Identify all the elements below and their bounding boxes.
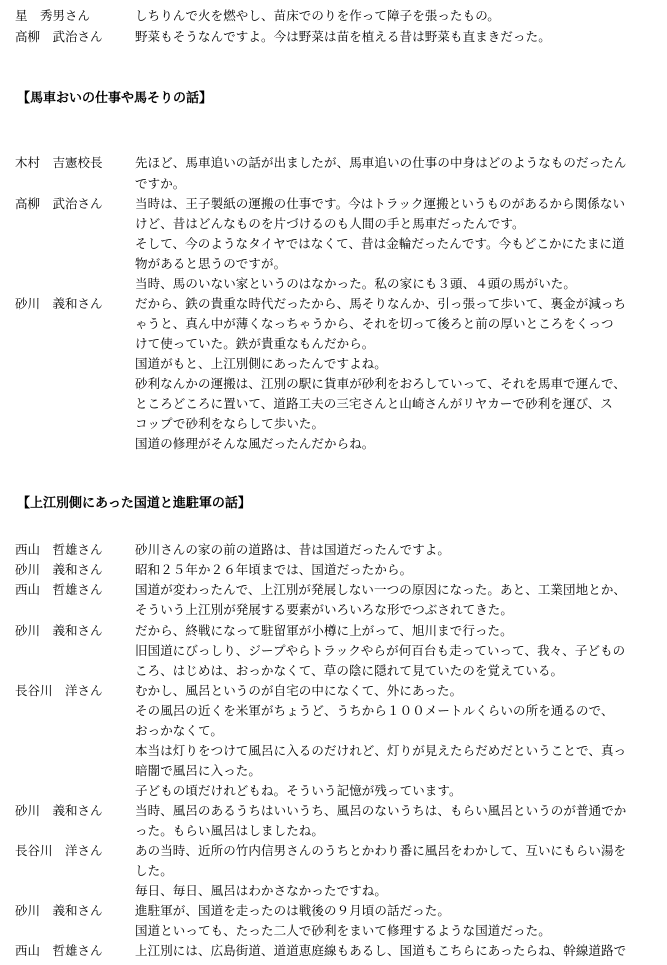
utterance-text: だから、鉄の貴重な時代だったから、馬そりなんか、引っ張って歩いて、裏金が減っち (135, 296, 627, 311)
dialogue-line (0, 194, 667, 214)
utterance-text: 国道といっても、たった二人で砂利をまいて修理するような国道だった。 (135, 923, 551, 938)
utterance-text: しちりんで火を燃やし、苗床でのりを作って障子を張ったもの。 (135, 8, 500, 23)
utterance-text: った。もらい風呂はしましたね。 (135, 823, 325, 838)
utterance-text: 国道が変わったんで、上江別が発展しない一つの原因になった。あと、工業団地とか、 (135, 582, 627, 597)
dialogue-line (0, 434, 667, 454)
utterance-text: 当時は、王子製紙の運搬の仕事です。今はトラック運搬というものがあるから関係ない (135, 196, 626, 211)
dialogue-line (0, 254, 667, 274)
section-heading: 【上江別側にあった国道と進駐軍の話】 (17, 496, 251, 511)
utterance-text: だから、終戦になって駐留軍が小樽に上がって、旭川まで行った。 (135, 623, 513, 638)
dialogue-line (0, 921, 667, 941)
dialogue-line (0, 274, 667, 294)
speaker-name: 長谷川 洋さん (15, 843, 103, 858)
speaker-name: 砂川 義和さん (15, 623, 103, 638)
dialogue-line (0, 314, 667, 334)
utterance-text: ゃうと、真ん中が薄くなっちゃうから、それを切って後ろと前の厚いところをくっつ (135, 316, 614, 331)
dialogue-line (0, 560, 667, 580)
speaker-name: 西山 哲雄さん (15, 542, 103, 557)
utterance-text: した。 (135, 863, 173, 878)
dialogue-line (0, 540, 667, 560)
dialogue-line (0, 600, 667, 620)
utterance-text: コップで砂利をならして歩いた。 (135, 416, 325, 431)
dialogue-line (0, 761, 667, 781)
section-heading: 【馬車おいの仕事や馬そりの話】 (17, 91, 213, 106)
dialogue-line (0, 741, 667, 761)
dialogue-line (0, 641, 667, 661)
dialogue-line (0, 153, 667, 173)
speaker-name: 砂川 義和さん (15, 903, 103, 918)
utterance-text: そして、今のようなタイヤではなくて、昔は金輪だったんです。今もどこかにたまに道 (135, 236, 625, 251)
speaker-name: 砂川 義和さん (15, 562, 103, 577)
utterance-text: あの当時、近所の竹内信男さんのうちとかわり番に風呂をわかして、互いにもらい湯を (135, 843, 627, 858)
dialogue-line (0, 394, 667, 414)
utterance-text: 物があると思うのですが。 (135, 256, 287, 271)
dialogue-line (0, 821, 667, 841)
dialogue-line (0, 661, 667, 681)
utterance-text: 砂利なんかの運搬は、江別の駅に貨車が砂利をおろしていって、それを馬車で運んで、 (135, 376, 626, 391)
utterance-text: 毎日、毎日、風呂はわかさなかったですね。 (135, 883, 388, 898)
utterance-text: 砂川さんの家の前の道路は、昔は国道だったんですよ。 (135, 542, 451, 557)
utterance-text: 野菜もそうなんですよ。今は野菜は苗を植える昔は野菜も直まきだった。 (135, 29, 551, 44)
utterance-text: 当時、馬のいない家というのはなかった。私の家にも３頭、４頭の馬がいた。 (135, 276, 577, 291)
utterance-text: ころ、はじめは、おっかなくて、草の陰に隠れて見ていたのを覚えている。 (135, 663, 564, 678)
utterance-text: 本当は灯りをつけて風呂に入るのだけれど、灯りが見えたらだめだということで、真っ (135, 743, 627, 758)
dialogue-line (0, 214, 667, 234)
utterance-text: むかし、風呂というのが自宅の中になくて、外にあった。 (135, 683, 463, 698)
utterance-text: 進駐軍が、国道を走ったのは戦後の９月頃の話だった。 (135, 903, 451, 918)
utterance-text: おっかなくて。 (135, 723, 223, 738)
dialogue-line (0, 861, 667, 881)
dialogue-line (0, 901, 667, 921)
utterance-text: けて使っていた。鉄が貴重なもんだから。 (135, 336, 375, 351)
dialogue-line (0, 27, 667, 47)
speaker-name: 西山 哲雄さん (15, 582, 103, 597)
utterance-text: けど、昔はどんなものを片づけるのも人間の手と馬車だったんです。 (135, 216, 525, 231)
speaker-name: 星 秀男さん (15, 8, 91, 23)
utterance-text: 上江別には、広島街道、道道恵庭線もあるし、国道もこちらにあったらね、幹線道路で (135, 943, 627, 958)
dialogue-line (0, 881, 667, 901)
dialogue-line (0, 354, 667, 374)
utterance-text: その風呂の近くを米軍がちょうど、うちから１００メートルくらいの所を通るので、 (135, 703, 614, 718)
utterance-text: 旧国道にびっしり、ジープやらトラックやらが何百台も走っていって、我々、子どもの (135, 643, 626, 658)
speaker-name: 長谷川 洋さん (15, 683, 103, 698)
utterance-text: 昭和２５年か２６年頃までは、国道だったから。 (135, 562, 413, 577)
dialogue-line (0, 294, 667, 314)
utterance-text: そういう上江別が発展する要素がいろいろな形でつぶされてきた。 (135, 602, 514, 617)
utterance-text: 国道の修理がそんな風だったんだからね。 (135, 436, 375, 451)
speaker-name: 砂川 義和さん (15, 803, 103, 818)
dialogue-line (0, 374, 667, 394)
dialogue-line (0, 174, 667, 194)
speaker-name: 木村 吉憲校長 (15, 155, 103, 170)
utterance-text: 国道がもと、上江別側にあったんですよね。 (135, 356, 387, 371)
dialogue-line (0, 621, 667, 641)
utterance-text: 暗闇で風呂に入った。 (135, 763, 262, 778)
utterance-text: ですか。 (135, 176, 186, 191)
dialogue-line (0, 234, 667, 254)
speaker-name: 高柳 武治さん (15, 196, 103, 211)
speaker-name: 西山 哲雄さん (15, 943, 103, 958)
dialogue-line (0, 6, 667, 26)
speaker-name: 砂川 義和さん (15, 296, 103, 311)
utterance-text: ところどころに置いて、道路工夫の三宅さんと山崎さんがリヤカーで砂利を運び、ス (135, 396, 613, 411)
utterance-text: 子どもの頃だけれどもね。そういう記憶が残っています。 (135, 783, 462, 798)
dialogue-line (0, 801, 667, 821)
dialogue-line (0, 841, 667, 861)
utterance-text: 当時、風呂のあるうちはいいうち、風呂のないうちは、もらい風呂というのが普通でか (135, 803, 627, 818)
dialogue-line (0, 781, 667, 801)
dialogue-line (0, 681, 667, 701)
utterance-text: 先ほど、馬車追いの話が出ましたが、馬車追いの仕事の中身はどのようなものだったん (135, 155, 627, 170)
speaker-name: 高柳 武治さん (15, 29, 103, 44)
dialogue-line (0, 580, 667, 600)
dialogue-line (0, 414, 667, 434)
dialogue-line (0, 721, 667, 741)
dialogue-line (0, 941, 667, 961)
dialogue-line (0, 701, 667, 721)
dialogue-line (0, 334, 667, 354)
